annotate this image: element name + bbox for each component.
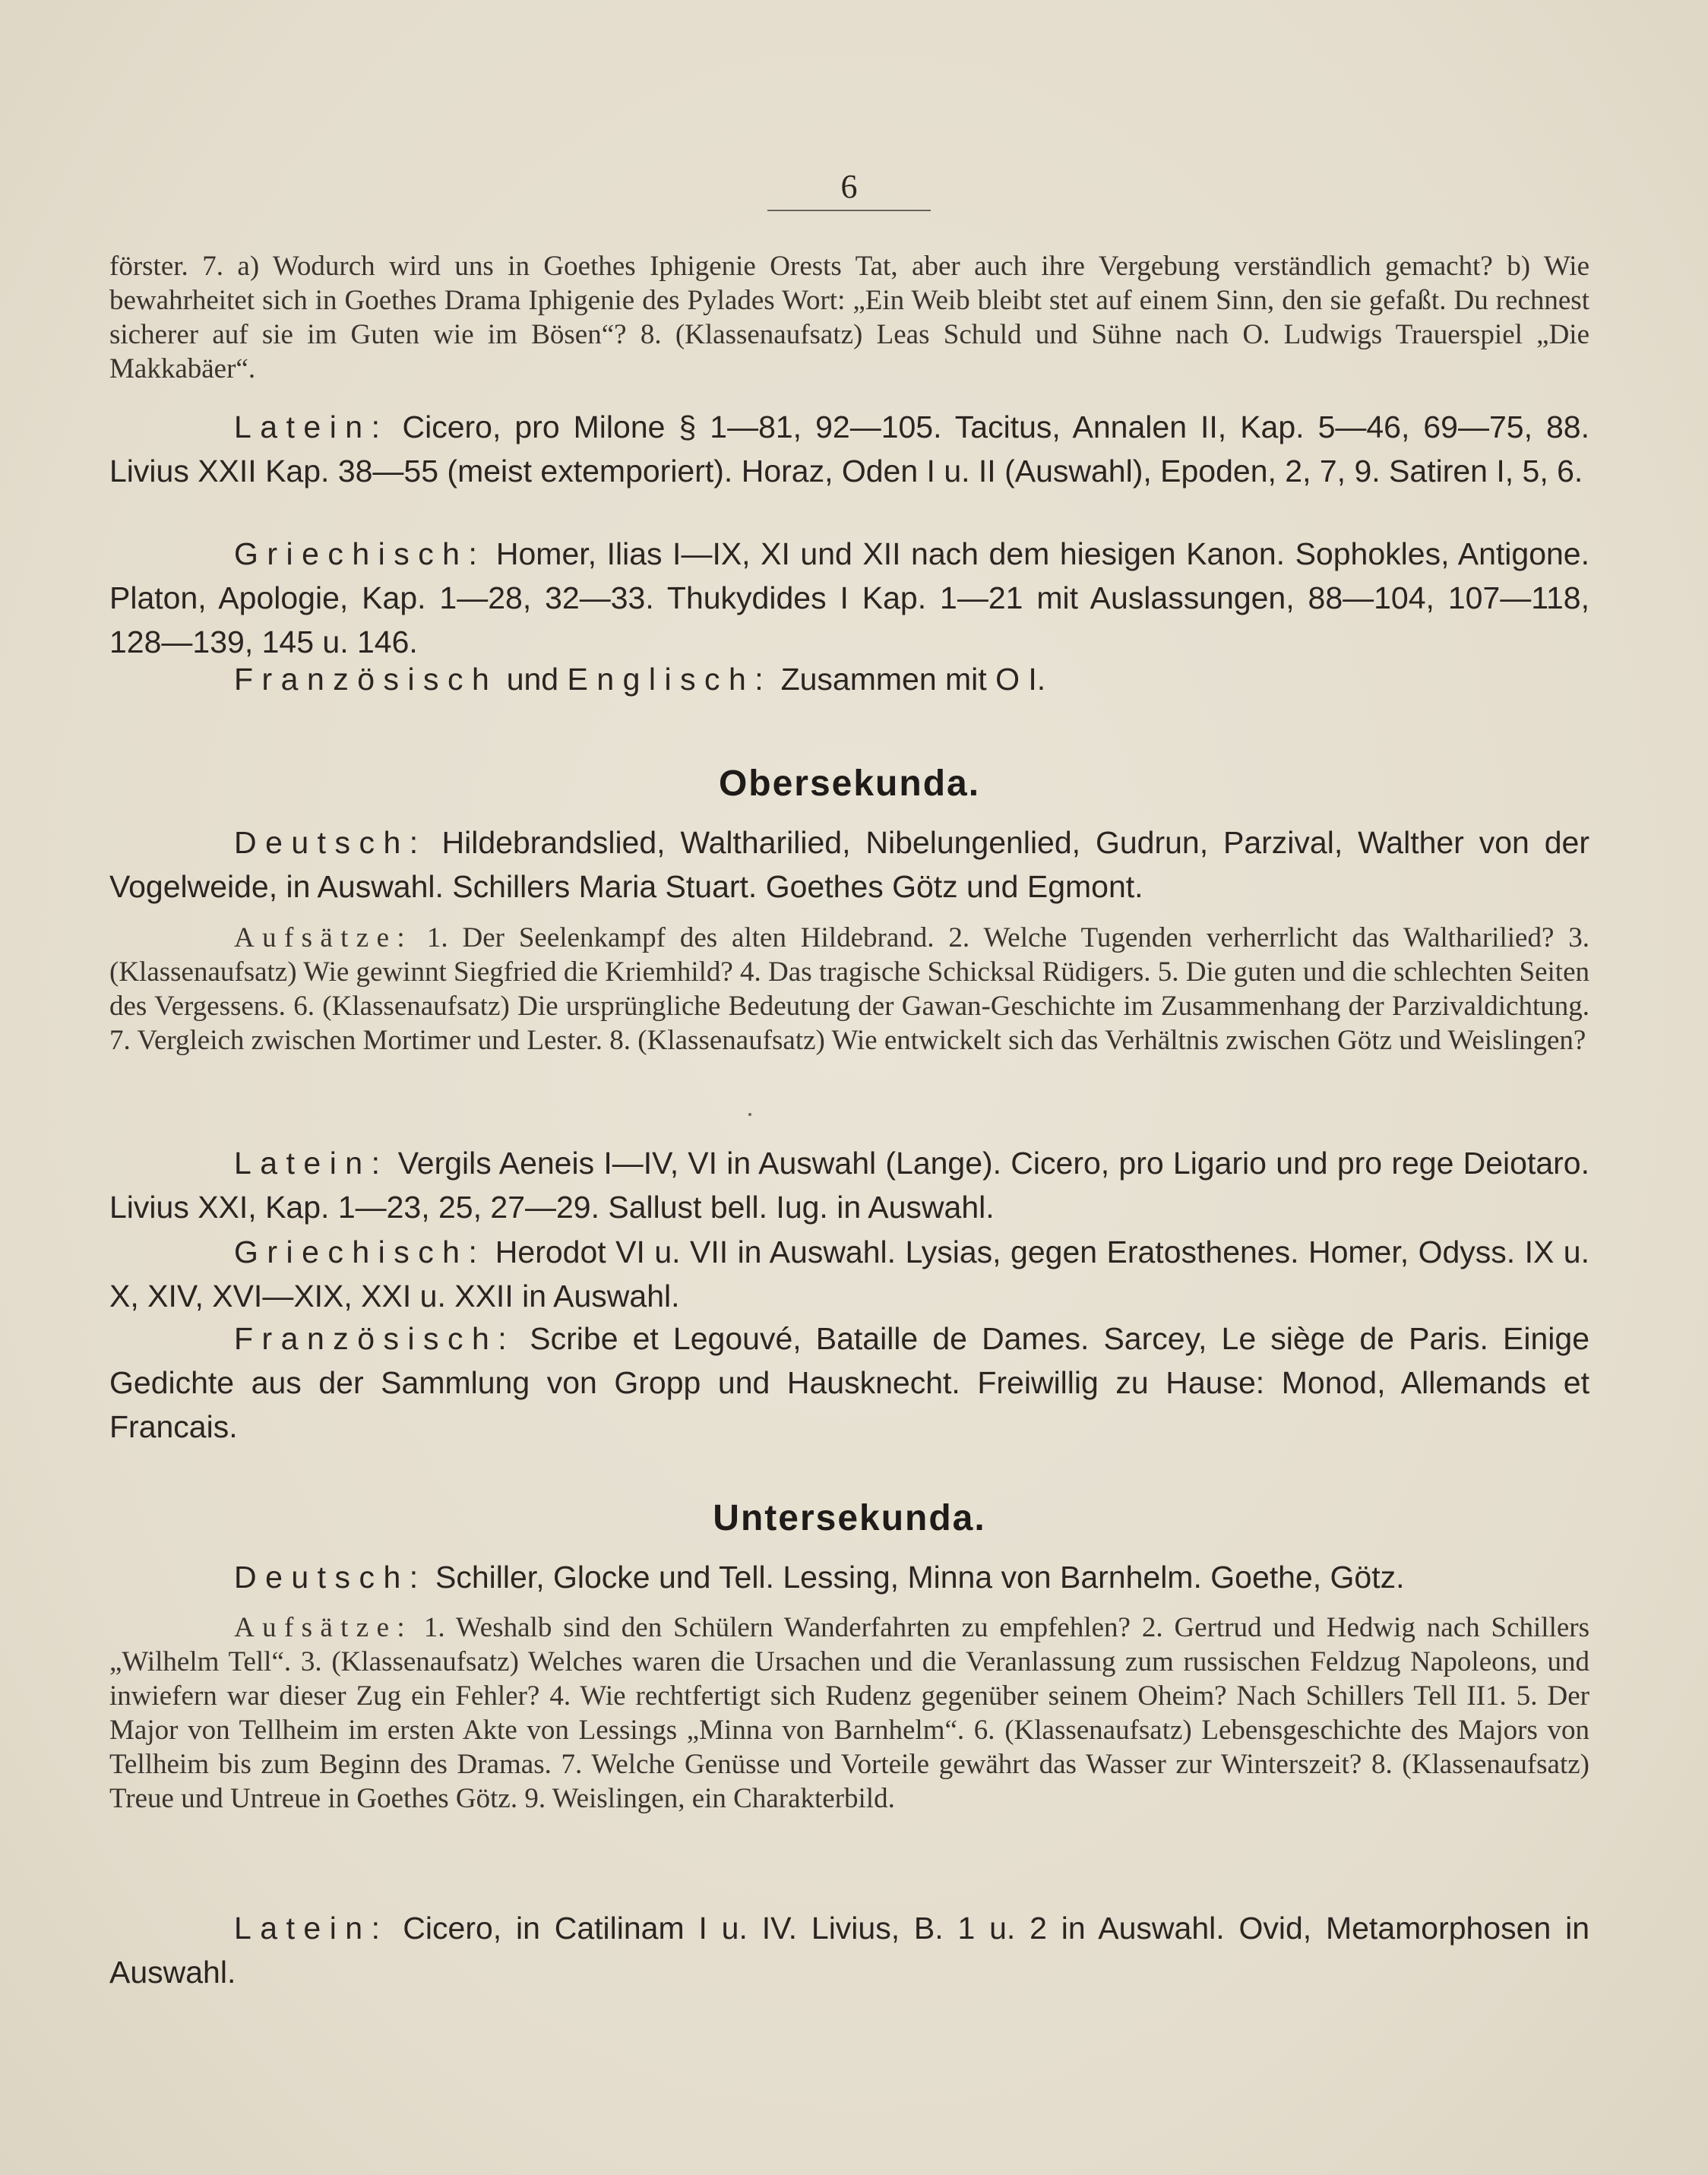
aufsaetze-text: 1. Weshalb sind den Schülern Wanderfahrten zu empfehlen? 2. Gertrud und Hedwig nach Schillers „Wilhelm Tell“. 3. (Klassenaufsatz) Welches waren die Ursachen und die Veranlassung zum russischen Feldzug Napoleons, und inwiefern war dieser Zug ein Fehler? 4. Wie rechtfertigt sich Rudenz gegenüber seinem Oheim? Nach Schillers Tell II1. 5. Der Major von Tellheim im ersten Akte von Lessings „Minna von Barnhelm“. 6. (Klassenaufsatz) Lebensgeschichte des Majors von Tellheim bis zum Beginn des Dramas. 7. Welche Genüsse und Vorteile gewährt das Wasser zur Winterszeit? 8. (Klassenaufsatz) Treue und Untreue in Goethes Götz. 9. Weislingen, ein Charakterbild. — [109, 1612, 1589, 1814]
obersekunda-aufsaetze-paragraph — [109, 921, 1589, 1057]
griechisch-text: Herodot VI u. VII in Auswahl. Lysias, gegen Eratosthenes. Homer, Odyss. IX u. X, XIV, XVI—XIX, XXI u. XXII in Auswahl. — [109, 1235, 1589, 1314]
franz-text: Scribe et Legouvé, Bataille de Dames. Sarcey, Le siège de Paris. Einige Gedichte aus der Sammlung von Gropp und Hausknecht. Freiwillig zu Hause: Monod, Allemands et Francais. — [109, 1321, 1589, 1444]
top-latein-paragraph — [109, 405, 1589, 493]
griechisch-text: Homer, Ilias I—IX, XI und XII nach dem hiesigen Kanon. Sophokles, Antigone. Platon, Apologie, Kap. 1—28, 32—33. Thukydides I Kap. 1—21 mit Auslassungen, 88—104, 107—118, 128—139, 145 u. 146. — [109, 536, 1589, 659]
subject-label-latein: Latein: — [234, 1146, 389, 1181]
franz-engl-text: Zusammen mit O I. — [772, 662, 1046, 697]
subject-label-deutsch: Deutsch: — [234, 1560, 427, 1595]
obersekunda-section — [109, 761, 1589, 807]
subject-label-griechisch: Griechisch: — [234, 536, 486, 571]
untersekunda-aufsaetze-paragraph — [109, 1611, 1589, 1816]
deutsch-text: Hildebrandslied, Waltharilied, Nibelungenlied, Gudrun, Parzival, Walther von der Vogelweide, in Auswahl. Schillers Maria Stuart. Goethes Götz und Egmont. — [109, 825, 1589, 904]
obersekunda-franz-paragraph — [109, 1317, 1589, 1449]
top-franz-engl-paragraph — [109, 657, 1589, 701]
page-number: 6 — [767, 166, 931, 211]
top-section — [109, 249, 1589, 386]
subject-label-franzoesisch: Französisch: — [234, 1321, 516, 1356]
untersekunda-deutsch-paragraph — [109, 1555, 1589, 1599]
subject-label-griechisch: Griechisch: — [234, 1235, 486, 1269]
subject-label-franzoesisch: Französisch — [234, 662, 498, 697]
latein-text: Cicero, pro Milone § 1—81, 92—105. Tacitus, Annalen II, Kap. 5—46, 69—75, 88. Livius XXII Kap. 38—55 (meist extemporiert). Horaz, Oden I u. II (Auswahl), Epoden, 2, 7, 9. Satiren I, 5, 6. — [109, 409, 1589, 488]
top-griechisch-paragraph — [109, 532, 1589, 664]
subject-label-englisch: Englisch: — [567, 662, 773, 697]
untersekunda-latein-paragraph — [109, 1906, 1589, 1994]
obersekunda-griechisch-paragraph — [109, 1230, 1589, 1318]
connector-und: und — [498, 662, 568, 697]
subject-label-deutsch: Deutsch: — [234, 825, 427, 860]
obersekunda-latein-paragraph — [109, 1141, 1589, 1229]
speck-dot — [748, 1113, 751, 1116]
obersekunda-deutsch-paragraph — [109, 820, 1589, 909]
subject-label-latein: Latein: — [234, 1911, 389, 1946]
deutsch-text: Schiller, Glocke und Tell. Lessing, Minna von Barnhelm. Goethe, Götz. — [426, 1560, 1405, 1595]
aufsaetze-label: Aufsätze: — [234, 1612, 413, 1643]
aufsaetze-text: 1. Der Seelenkampf des alten Hildebrand. 2. Welche Tugenden verherrlicht das Waltharilied? 3. (Klassenaufsatz) Wie gewinnt Siegfried die Kriemhild? 4. Das tragische Schicksal Rüdigers. 5. Die guten und die schlechten Seiten des Vergessens. 6. (Klassenaufsatz) Die ursprüngliche Bedeutung der Gawan-Geschichte im Zusammenhang der Parzivaldichtung. 7. Vergleich zwischen Mortimer und Lester. 8. (Klassenaufsatz) Wie entwickelt sich das Verhältnis zwischen Götz und Weislingen? — [109, 922, 1590, 1056]
section-heading-obersekunda: Obersekunda. — [718, 763, 981, 804]
section-heading-untersekunda: Untersekunda. — [713, 1498, 986, 1538]
subject-label-latein: Latein: — [234, 409, 389, 444]
aufsaetze-continuation: förster. 7. a) Wodurch wird uns in Goethes Iphigenie Orests Tat, aber auch ihre Vergebung verständlich gemacht? b) Wie bewahrheitet sich in Goethes Drama Iphigenie des Pylades Wort: „Ein Weib bleibt stet auf einem Sinn, den sie gefaßt. Du rechnest sicherer auf sie im Guten wie im Bösen“? 8. (Klassenaufsatz) Leas Schuld und Sühne nach O. Ludwigs Trauerspiel „Die Makkabäer“. — [109, 251, 1589, 384]
aufsaetze-label: Aufsätze: — [234, 922, 413, 953]
latein-text: Vergils Aeneis I—IV, VI in Auswahl (Lange). Cicero, pro Ligario und pro rege Deiotaro. Livius XXI, Kap. 1—23, 25, 27—29. Sallust bell. Iug. in Auswahl. — [109, 1146, 1589, 1225]
latein-text: Cicero, in Catilinam I u. IV. Livius, B. 1 u. 2 in Auswahl. Ovid, Metamorphosen in Auswahl. — [109, 1911, 1589, 1990]
untersekunda-section — [109, 1496, 1589, 1541]
